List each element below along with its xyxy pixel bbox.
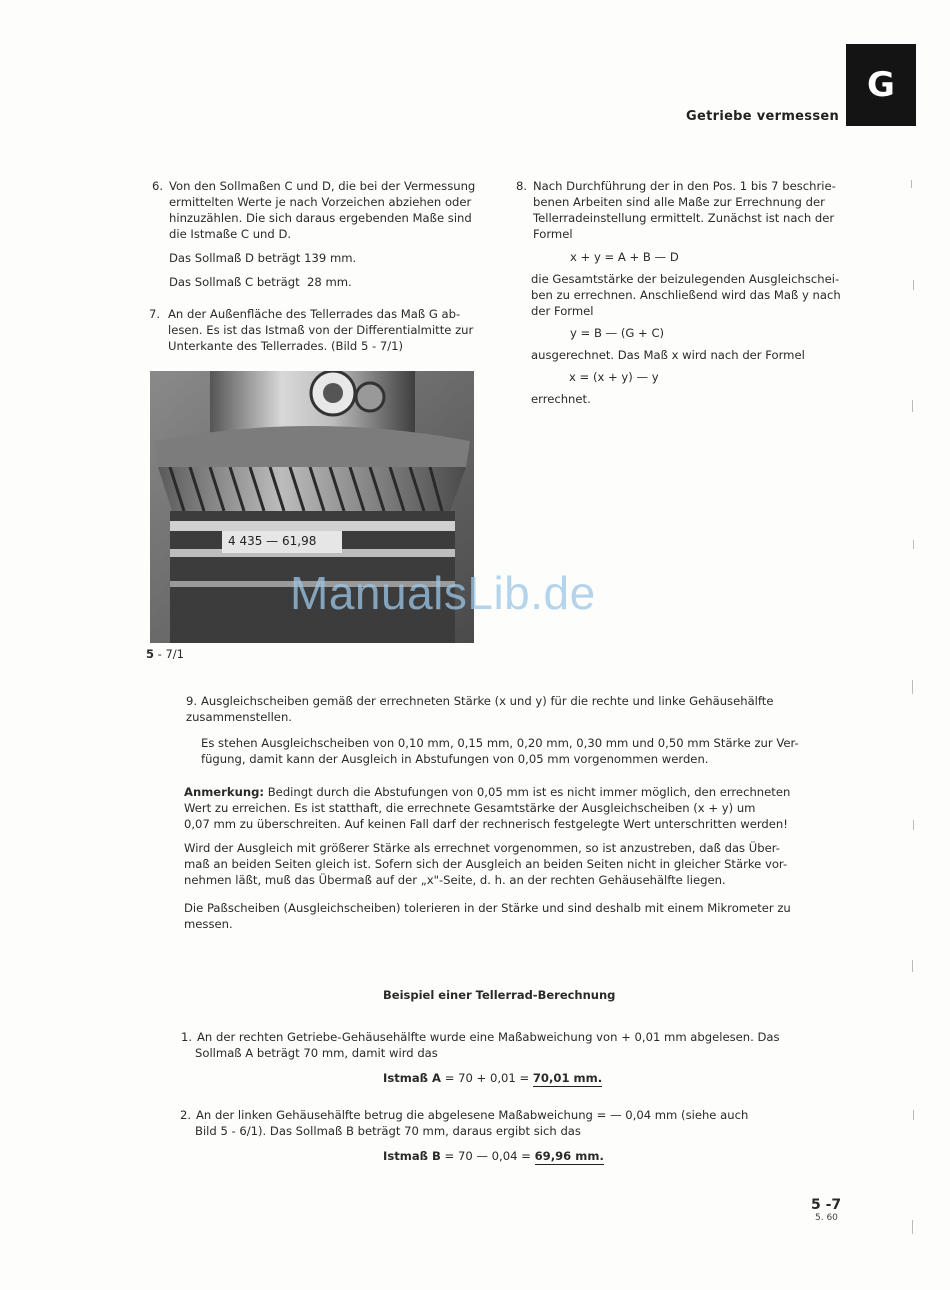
istmass-a-result: 70,01 mm.	[532, 1071, 603, 1085]
item9-para2-line2: fügung, damit kann der Ausgleich in Abstufungen von 0,05 mm vorgenommen werden.	[201, 752, 709, 766]
item8-line2: benen Arbeiten sind alle Maße zur Errechnung der	[533, 195, 825, 209]
page-number: 5 -7	[811, 1197, 842, 1213]
item7-number: 7.	[149, 307, 161, 321]
note-line2: Wert zu erreichen. Es ist statthaft, die errechnete Gesamtstärke der Ausgleichscheiben (x + y) um	[184, 801, 756, 815]
figure-caption-bold: 5	[146, 647, 155, 661]
formula-2: y = B — (G + C)	[570, 326, 665, 340]
item6-line2: ermittelten Werte je nach Vorzeichen abziehen oder	[169, 195, 472, 209]
item9-para2-line1: Es stehen Ausgleichscheiben von 0,10 mm, 0,15 mm, 0,20 mm, 0,30 mm und 0,50 mm Stärke zur Ver-	[201, 736, 799, 750]
item6-c-value: Das Sollmaß C beträgt 28 mm.	[169, 275, 352, 289]
example-step2-line1: An der linken Gehäusehälfte betrug die abgelesene Maßabweichung = — 0,04 mm (siehe auch	[196, 1108, 749, 1122]
note-block	[184, 784, 798, 832]
item9-line1: Ausgleichscheiben gemäß der errechneten Stärke (x und y) für die rechte und linke Gehäusehälfte	[201, 694, 774, 708]
item6-text	[169, 178, 479, 290]
paragraph-shims	[184, 900, 798, 932]
note-label: Anmerkung:	[184, 785, 265, 799]
item7-line1: An der Außenfläche des Tellerrades das Maß G ab-	[168, 307, 461, 321]
paragraph-oversize-line1: Wird der Ausgleich mit größerer Stärke als errechnet vorgenommen, so ist anzustreben, daß das Über-	[184, 841, 780, 855]
paragraph-oversize-line3: nehmen läßt, muß das Übermaß auf der „x"-Seite, d. h. an der rechten Gehäusehälfte liegen.	[184, 873, 726, 887]
istmass-b-result: 69,96 mm.	[534, 1149, 604, 1163]
margin-scan-marks	[904, 160, 920, 1260]
page-date: 5. 60	[815, 1213, 838, 1223]
istmass-a-label: Istmaß A	[383, 1071, 442, 1085]
item7-line3: Unterkante des Tellerrades. (Bild 5 - 7/1)	[168, 339, 404, 353]
paragraph-oversize	[184, 840, 798, 888]
item8-para2	[531, 271, 845, 319]
item9-number: 9.	[186, 694, 198, 708]
paragraph-oversize-line2: maß an beiden Seiten gleich ist. Sofern sich der Ausgleich an beiden Seiten nicht in gleicher Stärke vor-	[184, 857, 788, 871]
watermark: ManualsLib.de	[290, 567, 596, 619]
item6-d-value: Das Sollmaß D beträgt 139 mm.	[169, 251, 357, 265]
item8-line4: Formel	[533, 227, 573, 241]
item8-para4: errechnet.	[531, 392, 591, 406]
item8-para2-line3: der Formel	[531, 304, 594, 318]
item7-text	[168, 306, 480, 354]
item6-line1: Von den Sollmaßen C und D, die bei der Vermessung	[169, 179, 476, 193]
section-tab-letter: G	[867, 65, 895, 105]
photo-part-label: 4 435 — 61,98	[228, 534, 317, 548]
paragraph-shims-line1: Die Paßscheiben (Ausgleichscheiben) tolerieren in der Stärke und sind deshalb mit einem Mikrometer zu	[184, 901, 791, 915]
item8-number: 8.	[516, 179, 528, 193]
example-step1-number: 1.	[181, 1030, 193, 1044]
item9-line2: zusammenstellen.	[186, 710, 292, 724]
formula-3: x = (x + y) — y	[569, 370, 659, 384]
item7-line2: lesen. Es ist das Istmaß von der Differentialmitte zur	[168, 323, 474, 337]
formula-1: x + y = A + B — D	[570, 250, 679, 264]
section-tab	[846, 44, 916, 126]
figure-caption-rest: - 7/1	[154, 647, 184, 661]
item9-para2	[201, 735, 801, 767]
item8-para2-line2: ben zu errechnen. Anschließend wird das Maß y nach	[531, 288, 841, 302]
istmass-b-expression: = 70 — 0,04 =	[440, 1149, 535, 1163]
item6-number: 6.	[152, 179, 164, 193]
paragraph-shims-line2: messen.	[184, 917, 233, 931]
istmass-b-label: Istmaß B	[383, 1149, 441, 1163]
note-line1: Bedingt durch die Abstufungen von 0,05 mm ist es nicht immer möglich, den errechneten	[264, 785, 791, 799]
note-line3: 0,07 mm zu überschreiten. Auf keinen Fall darf der rechnerisch festgelegte Wert unterschritten werden!	[184, 817, 788, 831]
example-step2-formula	[383, 1148, 604, 1164]
item8-line3: Tellerradeinstellung ermittelt. Zunächst ist nach der	[533, 211, 835, 225]
example-step2-number: 2.	[180, 1108, 192, 1122]
page-header-title: Getriebe vermessen	[686, 109, 840, 124]
item8-text	[533, 178, 845, 242]
istmass-a-expression: = 70 + 0,01 =	[441, 1071, 533, 1085]
item6-line3: hinzuzählen. Die sich daraus ergebenden Maße sind	[169, 211, 472, 225]
item8-line1: Nach Durchführung der in den Pos. 1 bis 7 beschrie-	[533, 179, 836, 193]
example-step1-line1: An der rechten Getriebe-Gehäusehälfte wurde eine Maßabweichung von + 0,01 mm abgelesen. Das	[197, 1030, 780, 1044]
item8-para2-line1: die Gesamtstärke der beizulegenden Ausgleichschei-	[531, 272, 840, 286]
example-step1-line2: Sollmaß A beträgt 70 mm, damit wird das	[195, 1046, 438, 1060]
item6-line4: die Istmaße C und D.	[169, 227, 292, 241]
example-step1-formula	[383, 1070, 602, 1086]
example-title: Beispiel einer Tellerrad-Berechnung	[383, 988, 616, 1002]
item8-para3: ausgerechnet. Das Maß x wird nach der Formel	[531, 348, 805, 362]
figure-caption	[146, 647, 184, 661]
example-step2-line2: Bild 5 - 6/1). Das Sollmaß B beträgt 70 mm, daraus ergibt sich das	[195, 1124, 581, 1138]
